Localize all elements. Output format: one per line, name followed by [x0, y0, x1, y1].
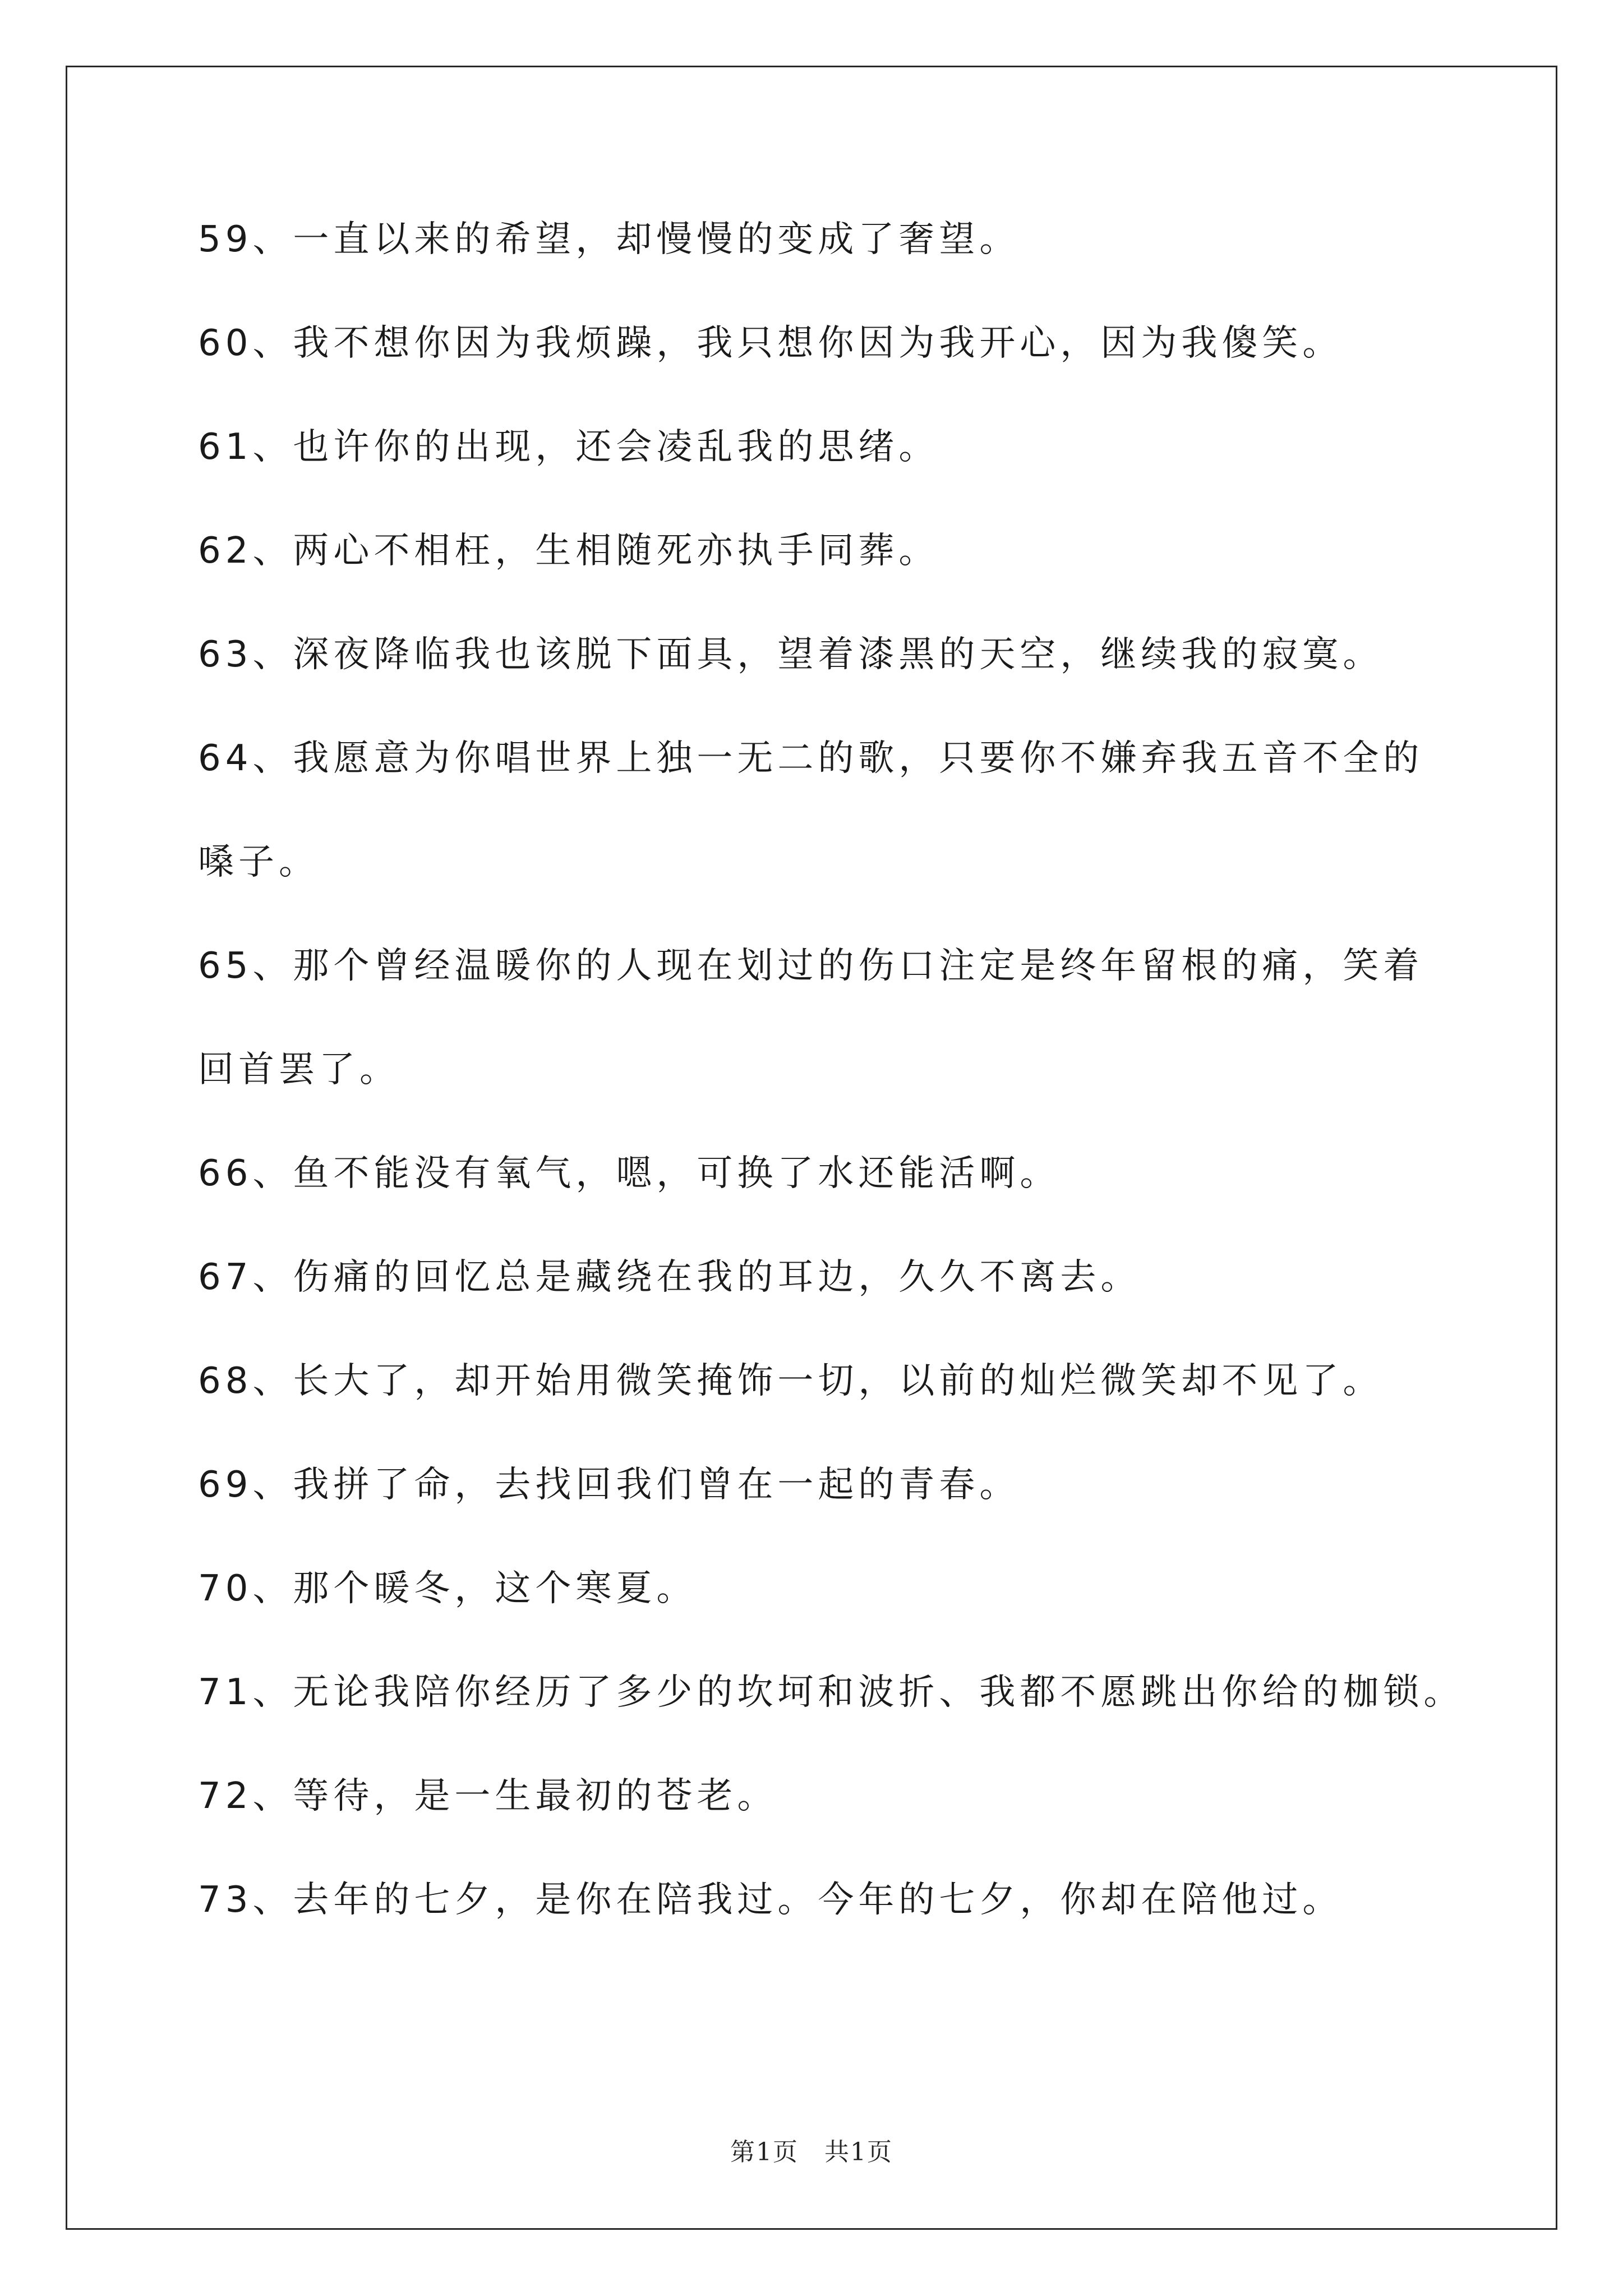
entry-65 [198, 945, 1454, 1156]
entry-line: 61、也许你的出现，还会凌乱我的思绪。 [198, 426, 939, 468]
entry-61 [198, 426, 1454, 533]
entry-71 [198, 1672, 1464, 1778]
entry-69 [198, 1464, 1454, 1571]
entry-line-continued: 嗓子。 [198, 841, 319, 883]
entry-line-continued: 回首罢了。 [198, 1049, 400, 1091]
entry-line: 72、等待，是一生最初的苍老。 [198, 1775, 778, 1817]
entry-line: 67、伤痛的回忆总是藏绕在我的耳边，久久不离去。 [198, 1257, 1141, 1298]
entry-line: 63、深夜降临我也该脱下面具，望着漆黑的天空，继续我的寂寞。 [198, 634, 1384, 675]
entry-64 [198, 740, 1454, 948]
entry-line: 66、鱼不能没有氧气，嗯，可换了水还能活啊。 [198, 1153, 1061, 1194]
entry-line: 60、我不想你因为我烦躁，我只想你因为我开心，因为我傻笑。 [198, 323, 1343, 364]
entry-72 [198, 1775, 1454, 1882]
entry-line: 69、我拼了命，去找回我们曾在一起的青春。 [198, 1464, 1020, 1506]
entry-63 [198, 634, 1454, 740]
entry-60 [198, 325, 1454, 429]
entry-line: 64、我愿意为你唱世界上独一无二的歌，只要你不嫌弃我五音不全的 [198, 738, 1424, 779]
entry-line: 65、那个曾经温暖你的人现在划过的伤口注定是终年留根的痛，笑着 [198, 945, 1424, 987]
entry-line: 59、一直以来的希望，却慢慢的变成了奢望。 [198, 219, 1020, 260]
entry-line: 71、无论我陪你经历了多少的坎坷和波折、我都不愿跳出你给的枷锁。 [198, 1672, 1464, 1713]
entry-line: 62、两心不相枉，生相随死亦执手同葬。 [198, 530, 939, 572]
entry-line: 70、那个暖冬，这个寒夏。 [198, 1568, 697, 1609]
entry-line: 73、去年的七夕，是你在陪我过。今年的七夕，你却在陪他过。 [198, 1879, 1343, 1921]
entry-67 [198, 1259, 1454, 1363]
entry-70 [198, 1568, 1454, 1674]
entry-line: 68、长大了，却开始用微笑掩饰一切，以前的灿烂微笑却不见了。 [198, 1360, 1384, 1402]
entry-62 [198, 530, 1454, 637]
page-footer: 第1页 共1页 [730, 2138, 893, 2166]
entry-68 [198, 1360, 1454, 1467]
entry-59 [198, 219, 1454, 325]
entry-73 [198, 1879, 1454, 1986]
document-body [198, 219, 1464, 1986]
entry-66 [198, 1153, 1454, 1259]
